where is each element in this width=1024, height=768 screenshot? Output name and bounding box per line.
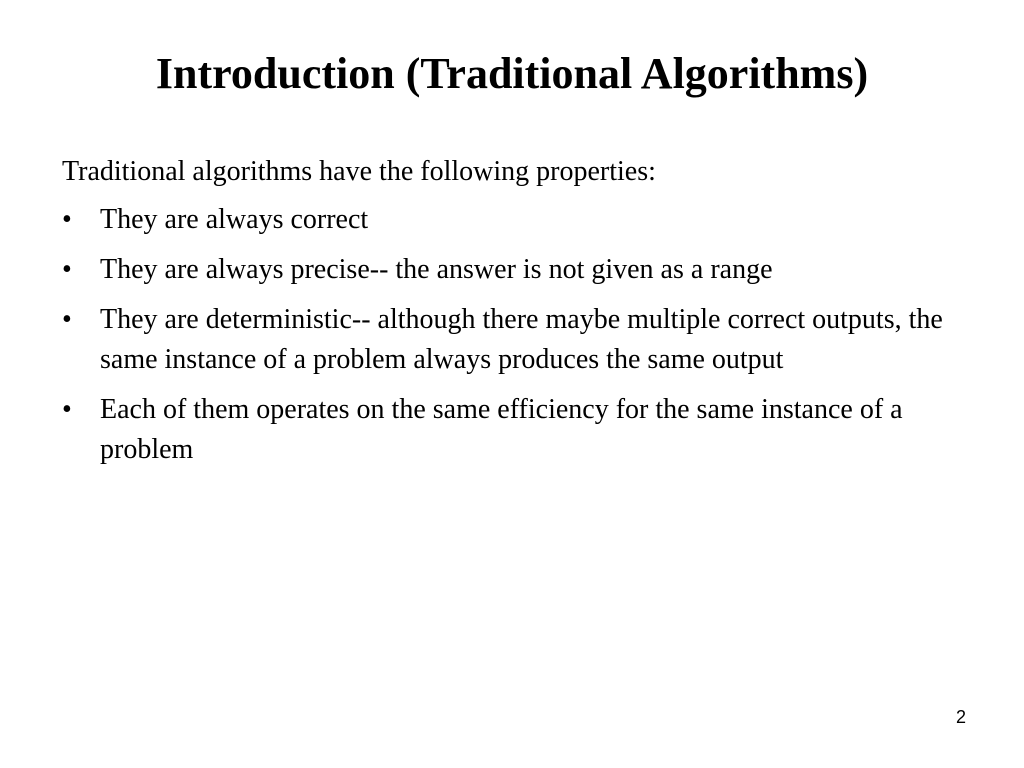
slide-title: Introduction (Traditional Algorithms) <box>155 49 869 98</box>
bullet-dot-icon: • <box>62 394 72 425</box>
bullet-text: They are deterministic-- although there maybe multiple correct outputs, the same instance of a problem always produces the same output <box>100 304 943 375</box>
bullet-text: They are always precise-- the answer is not given as a range <box>100 254 773 285</box>
bullet-text: They are always correct <box>100 204 369 235</box>
bullet-item <box>62 200 972 240</box>
bullet-item <box>62 390 972 470</box>
bullet-dot-icon: • <box>62 304 72 335</box>
bullet-list <box>62 200 972 470</box>
intro-text: Traditional algorithms have the following properties: <box>62 156 656 187</box>
bullet-text: Each of them operates on the same efficiency for the same instance of a problem <box>100 394 903 465</box>
bullet-item <box>62 300 972 380</box>
page-number: 2 <box>955 707 966 727</box>
bullet-item <box>62 250 972 290</box>
bullet-dot-icon: • <box>62 204 72 235</box>
bullet-dot-icon: • <box>62 254 72 285</box>
slide-body <box>62 152 972 480</box>
